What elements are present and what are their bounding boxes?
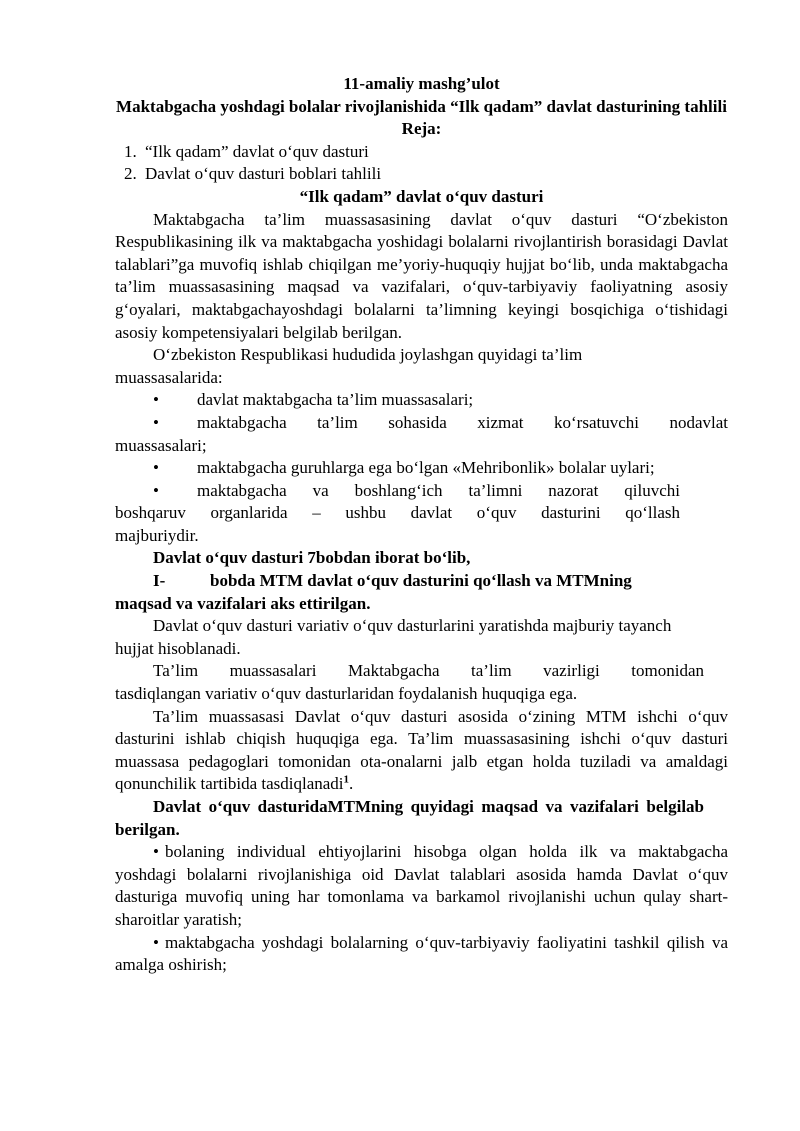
bullet-icon: • <box>153 412 159 432</box>
goals-heading: Davlat o‘quv dasturidaMTMning quyidagi maqsad va vazifalari belgilab berilgan. <box>115 797 704 839</box>
paragraph-institutions-line2: muassasalarida: <box>115 367 223 387</box>
list-item <box>115 412 728 457</box>
goal-item <box>115 932 728 977</box>
chapter-text: bobda MTM davlat o‘quv dasturini qo‘llash va MTMning <box>210 571 632 591</box>
bullet-icon: • <box>153 390 159 410</box>
list-item-text: davlat maktabgacha ta’lim muassasalari; <box>197 390 474 410</box>
paragraph-institutions-line1: O‘zbekiston Respublikasi hududida joylashgan quyidagi ta’lim <box>153 345 583 365</box>
chapter-number: I- <box>153 571 166 591</box>
lesson-number: 11-amaliy mashg’ulot <box>343 74 500 93</box>
footnote-reference: 1 <box>343 773 350 786</box>
paragraph-intro: Maktabgacha ta’lim muassasasining davlat o‘quv dasturi “O‘zbekiston Respublikasining ilk va maktabgacha yoshidagi bolalarni rivojlantirish borasidagi Davlat talablari”ga muvofiq ishlab chiqilgan me’yoriy-huquqiy hujjat bo‘lib, unda maktabgacha ta’lim muassasasining maqsad va vazifalari, o‘quv-tarbiyaviy faoliyatning asosiy g‘oyalari, maktabgachayoshdagi bolalarni ta’limning keyingi bosqichiga o‘tishidagi asosiy kompetensiyalari belgilab berilgan. <box>115 209 728 342</box>
bullet-icon: • <box>153 932 159 952</box>
paragraph-rights-line2: tasdiqlangan variativ o‘quv dasturlaridan foydalanish huquqiga ega. <box>115 684 578 704</box>
list-item <box>153 389 728 412</box>
paragraph-working-program-text: Ta’lim muassasasi Davlat o‘quv dasturi asosida o‘zining MTM ishchi o‘quv dasturini ishlab chiqish huquqiga ega. Ta’lim muassasasining ishchi o‘quv dasturi muassasa pedagoglari tomonidan ota-onalarni jalb etgan holda tuziladi va amaldagi qonunchilik tartibida tasdiqlanadi <box>115 706 728 794</box>
plan-item-text: “Ilk qadam” davlat o‘quv dasturi <box>145 141 369 161</box>
section-title: “Ilk qadam” davlat o‘quv dasturi <box>299 186 544 206</box>
list-item-text: maktabgacha va boshlang‘ich ta’limni nazorat qiluvchi <box>197 480 680 500</box>
plan-item-number: 2. <box>124 164 137 184</box>
bullet-icon: • <box>153 458 159 478</box>
list-item-text: maktabgacha guruhlarga ega bo‘lgan «Mehribonlik» bolalar uylari; <box>197 458 655 478</box>
goal-item-text: maktabgacha yoshdagi bolalarning o‘quv-tarbiyaviy faoliyatini tashkil qilish va amalga oshirish; <box>115 932 728 975</box>
bullet-icon: • <box>153 480 159 500</box>
plan-item <box>124 163 728 186</box>
plan-label: Reja: <box>401 119 442 139</box>
document-title: Maktabgacha yoshdagi bolalar rivojlanishida “Ilk qadam” davlat dasturining tahlili <box>116 96 727 116</box>
paragraph-working-program: Ta’lim muassasasi Davlat o‘quv dasturi asosida o‘zining MTM ishchi o‘quv dasturini ishlab chiqish huquqiga ega. Ta’lim muassasasining ishchi o‘quv dasturi muassasa pedagoglari tomonidan ota-onalarni jalb etgan holda tuziladi va amaldagi qonunchilik tartibida tasdiqlanadi$^1$. <box>115 706 728 794</box>
plan-item <box>124 141 728 164</box>
chapter-item <box>153 570 728 593</box>
paragraph-rights-line1: Ta’lim muassasalari Maktabgacha ta’lim vazirligi tomonidan <box>153 661 704 681</box>
goal-item <box>115 841 728 931</box>
list-item-text: maktabgacha ta’lim sohasida xizmat ko‘rsatuvchi nodavlat <box>197 412 728 432</box>
bullet-icon: • <box>153 842 159 862</box>
plan-item-number: 1. <box>124 141 137 161</box>
list-item <box>153 457 728 480</box>
goal-item-text: bolaning individual ehtiyojlarini hisobga olgan holda ilk va maktabgacha yoshdagi bolalarni rivojlanishiga oid Davlat talablari asosida hamda Davlat o‘quv dasturiga muvofiq uning har tomonlama va barkamol rivojlanishi uchun qulay shart-sharoitlar yaratish; <box>115 842 728 929</box>
paragraph-variativ: Davlat o‘quv dasturi variativ o‘quv dasturlarini yaratishda majburiy tayanch hujjat hisoblanadi. <box>115 616 672 658</box>
document-page <box>115 73 728 977</box>
chapter-text-continued: maqsad va vazifalari aks ettirilgan. <box>115 593 371 613</box>
list-item-text: majburiydir. <box>115 525 199 545</box>
list-item-text: boshqaruv organlarida – ushbu davlat o‘quv dasturini qo‘llash <box>115 503 680 523</box>
plan-item-text: Davlat o‘quv dasturi boblari tahlili <box>145 164 382 184</box>
chapters-note: Davlat o‘quv dasturi 7bobdan iborat bo‘lib, <box>153 548 471 568</box>
list-item <box>115 480 728 548</box>
list-item-text: muassasalari; <box>115 435 207 455</box>
